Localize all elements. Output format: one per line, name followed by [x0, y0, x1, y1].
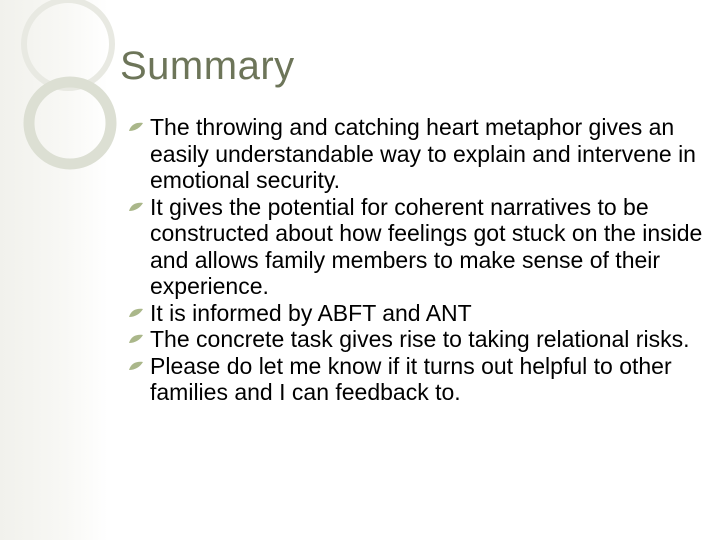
leaf-bullet-icon — [128, 333, 144, 345]
leaf-bullet-icon — [128, 307, 144, 319]
bullet-text: The concrete task gives rise to taking relational risks. — [150, 326, 690, 352]
bullet-item — [128, 300, 713, 327]
bullet-item — [128, 194, 713, 300]
bullet-item — [128, 326, 713, 353]
leaf-bullet-icon — [128, 360, 144, 372]
leaf-bullet-icon — [128, 121, 144, 133]
bullet-item — [128, 114, 713, 194]
bullet-text: Please do let me know if it turns out helpful to other families and I can feedback to. — [150, 352, 672, 405]
bullet-text: It gives the potential for coherent narratives to be constructed about how feelings got stuck on the inside and allows family members to make sense of their experience. — [150, 193, 703, 299]
bullet-text: The throwing and catching heart metaphor gives an easily understandable way to explain and intervene in emotional security. — [150, 114, 696, 193]
leaf-bullet-icon — [128, 201, 144, 213]
ring-shape — [29, 82, 111, 164]
bullet-text: It is informed by ABFT and ANT — [150, 299, 472, 326]
bullet-list — [128, 114, 713, 406]
bullet-item — [128, 353, 713, 406]
slide-title: Summary — [120, 44, 295, 88]
outer-ring-arc — [24, 0, 112, 88]
